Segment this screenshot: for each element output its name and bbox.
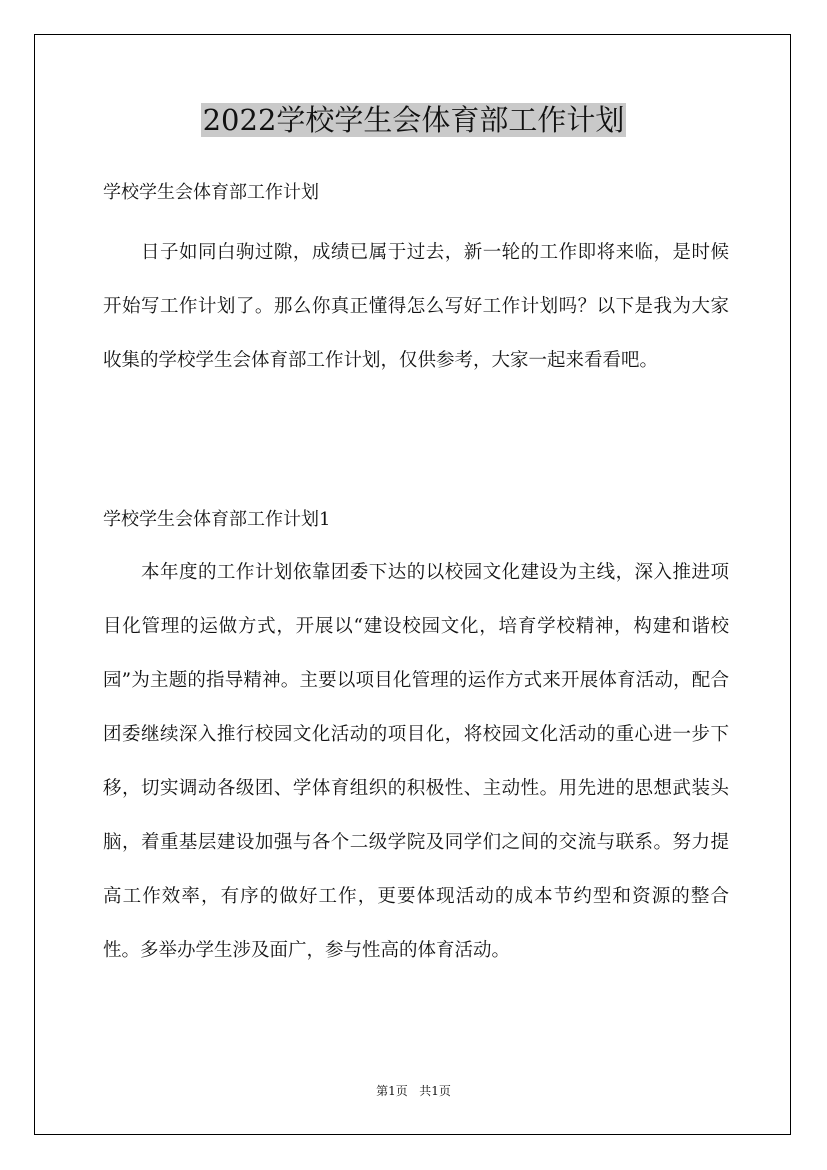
section-heading-plan-1: 学校学生会体育部工作计划1	[103, 509, 331, 530]
section-paragraph-plan-1: 本年度的工作计划依靠团委下达的以校园文化建设为主线，深入推进项目化管理的运做方式，开展以“建设校园文化，培育学校精神，构建和谐校园”为主题的指导精神。主要以项目化管理的运作方式来开展体育活动，配合团委继续深入推行校园文化活动的项目化，将校园文化活动的重心进一步下移，切实调动各级团、学体育组织的积极性、主动性。用先进的思想武装头脑，着重基层建设加强与各个二级学院及同学们之间的交流与联系。努力提高工作效率，有序的做好工作，更要体现活动的成本节约型和资源的整合性。多举办学生涉及面广，参与性高的体育活动。	[103, 562, 729, 961]
page-footer: 第1页 共1页	[376, 1084, 451, 1098]
section-heading-intro: 学校学生会体育部工作计划	[103, 182, 319, 203]
document-title	[0, 98, 827, 142]
section-paragraph-intro: 日子如同白驹过隙，成绩已属于过去，新一轮的工作即将来临，是时候开始写工作计划了。那么你真正懂得怎么写好工作计划吗？以下是我为大家收集的学校学生会体育部工作计划，仅供参考，大家一起来看看吧。	[103, 242, 729, 371]
document-title-text: 2022学校学生会体育部工作计划	[202, 103, 625, 137]
